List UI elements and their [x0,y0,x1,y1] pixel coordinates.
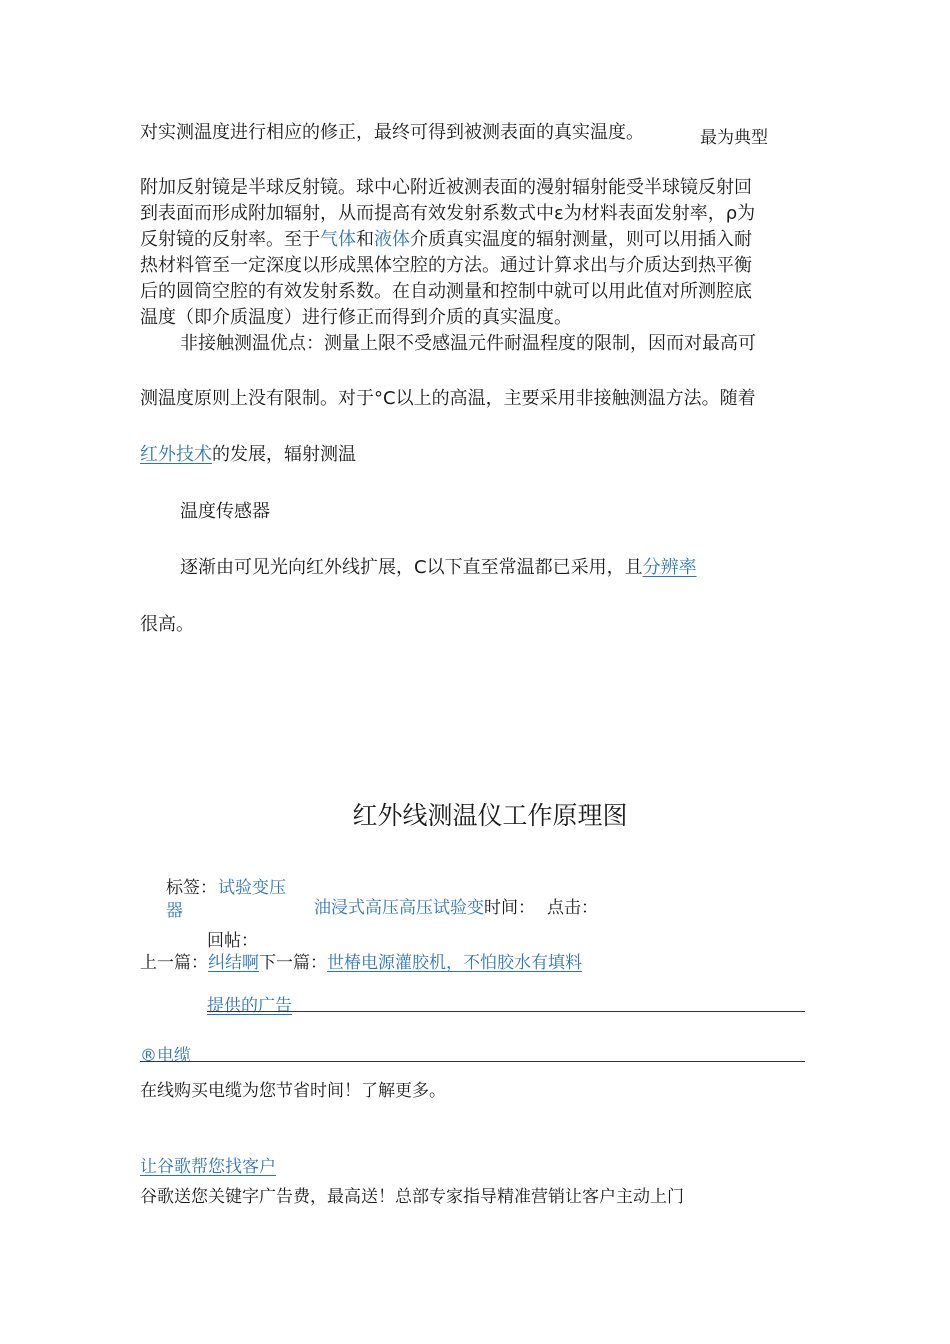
provided-ads-link[interactable]: 提供的广告 [207,996,292,1016]
article-nav [140,948,582,973]
gas-link[interactable]: 气体 [320,229,356,250]
infrared-tech-link[interactable]: 红外技术 [140,444,212,465]
para-line: 热材料管至一定深度以形成黑体空腔的方法。通过计算求出与介质达到热平衡 [140,255,752,276]
para-text: 反射镜的反射率。至于 [140,229,320,250]
para-text: 介质真实温度的辐射测量，则可以用插入耐 [410,229,752,250]
para-line: 到表面而形成附加辐射，从而提高有效发射系数式中ɛ为材料表面发射率，ρ为 [140,203,756,224]
para-line [140,227,810,253]
next-article-link[interactable]: 世椿电源灌胶机，不怕胶水有填料 [327,953,582,973]
liquid-link[interactable]: 液体 [374,229,410,250]
page-title: 红外线测温仪工作原理图 [352,801,628,830]
para-line: 后的圆筒空腔的有效发射系数。在自动测量和控制中就可以用此值对所测腔底 [140,281,752,302]
time-label: 时间： [484,898,535,918]
tag-link-oil-transformer[interactable]: 油浸式高压高压试验变 [314,898,484,918]
tag-link-transformer[interactable]: 试验变压 [218,878,286,898]
text-line-1 [140,118,644,144]
tag-link-transformer-tail[interactable]: 器 [166,901,183,921]
prev-article-link[interactable]: 纠结啊 [208,953,259,973]
next-label: 下一篇： [259,953,327,973]
resolution-link[interactable]: 分辨率 [642,557,697,578]
para-line: 非接触测温优点：测量上限不受感温元件耐温程度的限制，因而对最高可 [180,333,756,354]
meta-line [314,893,598,918]
para-text: 和 [356,229,374,250]
paragraph-body [140,175,810,357]
ad-cable-desc: 在线购买电缆为您节省时间！了解更多。 [140,1081,446,1101]
para-line: 附加反射镜是半球反射镜。球中心附近被测表面的漫射辐射能受半球镜反射回 [140,177,752,198]
very-high-text: 很高。 [140,614,194,635]
prev-label: 上一篇： [140,953,208,973]
para-line: 温度（即介质温度）进行修正而得到介质的真实温度。 [140,307,572,328]
temp-sensor-text: 温度传感器 [180,501,270,522]
gradual-text: 逐渐由可见光向红外线扩展，C以下直至常温都已采用，且 [180,557,643,578]
text-measure-line: 测温度原则上没有限制。对于°C以上的高温，主要采用非接触测温方法。随着 [140,388,756,409]
divider [140,1061,805,1062]
gradual-line [180,553,697,579]
ad-google-title[interactable]: 让谷歌帮您找客户 [140,1157,276,1177]
reply-label: 回帖： [207,931,258,951]
tags-label: 标签： [166,878,217,898]
ad-cable-title[interactable]: ®电缆 [140,1046,191,1066]
infrared-rest-text: 的发展，辐射测温 [212,444,356,465]
text-line-1-tail: 最为典型 [700,128,768,148]
click-label: 点击： [547,898,598,918]
ad-google-desc: 谷歌送您关键字广告费，最高送！总部专家指导精准营销让客户主动上门 [140,1187,684,1207]
infrared-line [140,440,356,466]
text-line-1-main: 对实测温度进行相应的修正，最终可得到被测表面的真实温度。 [140,122,644,143]
divider [207,1011,805,1012]
